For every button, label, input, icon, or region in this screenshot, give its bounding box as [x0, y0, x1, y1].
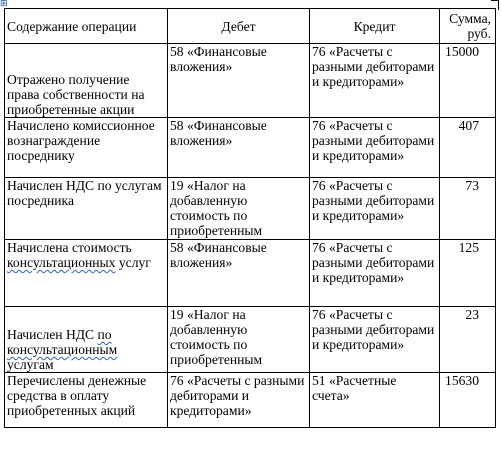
table-row: [5, 178, 496, 240]
operations-table: [4, 8, 496, 428]
row-credit: 76 «Расчеты с разными дебиторами и кредиторами»: [310, 44, 440, 118]
row-description-part: Начислен НДС: [7, 327, 98, 342]
row-sum: 15630: [440, 373, 496, 428]
row-debit: 19 «Налог на добавленную стоимость по приобретенным: [170, 178, 263, 238]
row-description: Начислено комиссионное вознаграждение посреднику: [5, 118, 168, 178]
table-row: [5, 307, 496, 373]
row-debit-cell: [168, 178, 310, 240]
row-credit: 51 «Расчетные счета»: [310, 373, 440, 428]
row-debit: 58 «Финансовые вложения»: [168, 118, 310, 178]
row-description: [5, 307, 168, 373]
row-sum: 23: [440, 307, 496, 373]
row-description-part: услуг: [115, 255, 151, 270]
row-credit: 76 «Расчеты с разными дебиторами и кредиторами»: [310, 307, 440, 373]
row-debit: 58 «Финансовые вложения»: [168, 240, 310, 307]
table-row: [5, 240, 496, 307]
row-description-part: услугам: [7, 357, 54, 372]
spellcheck-flagged-text[interactable]: консультационных: [7, 255, 116, 270]
row-sum: 407: [440, 118, 496, 178]
row-credit: 76 «Расчеты с разными дебиторами и кредиторами»: [310, 240, 440, 307]
row-description-part: Начислена стоимость: [7, 240, 132, 255]
header-sum: [440, 9, 496, 44]
header-credit: Кредит: [310, 9, 440, 44]
table-header-row: [5, 9, 496, 44]
spellcheck-flagged-text[interactable]: по консультационным: [7, 327, 118, 357]
header-debit: Дебет: [168, 9, 310, 44]
row-description: Перечислены денежные средства в оплату приобретенных акций: [5, 373, 168, 428]
row-debit: 19 «Налог на добавленную стоимость по приобретенным: [170, 307, 263, 367]
row-sum: 125: [440, 240, 496, 307]
row-description: Начислен НДС по услугам посредника: [5, 178, 168, 240]
row-debit-cell: [168, 307, 310, 373]
row-credit: 76 «Расчеты с разными дебиторами и кредиторами»: [310, 118, 440, 178]
row-debit: 58 «Финансовые вложения»: [168, 44, 310, 118]
header-sum-line2: руб.: [467, 26, 491, 41]
row-debit: 76 «Расчеты с разными дебиторами и кредиторами»: [168, 373, 310, 428]
row-sum: 73: [440, 178, 496, 240]
table-row: [5, 118, 496, 178]
row-description: [5, 240, 168, 307]
header-description: Содержание операции: [5, 9, 168, 44]
row-description: Отражено получение права собственности на приобретенные акции: [5, 44, 168, 118]
row-sum: 15000: [440, 44, 496, 118]
table-row: [5, 44, 496, 118]
table-move-handle-icon[interactable]: ⊞: [0, 0, 8, 9]
header-sum-line1: Сумма,: [449, 11, 491, 26]
row-credit: 76 «Расчеты с разными дебиторами и кредиторами»: [310, 178, 440, 240]
table-row: [5, 373, 496, 428]
